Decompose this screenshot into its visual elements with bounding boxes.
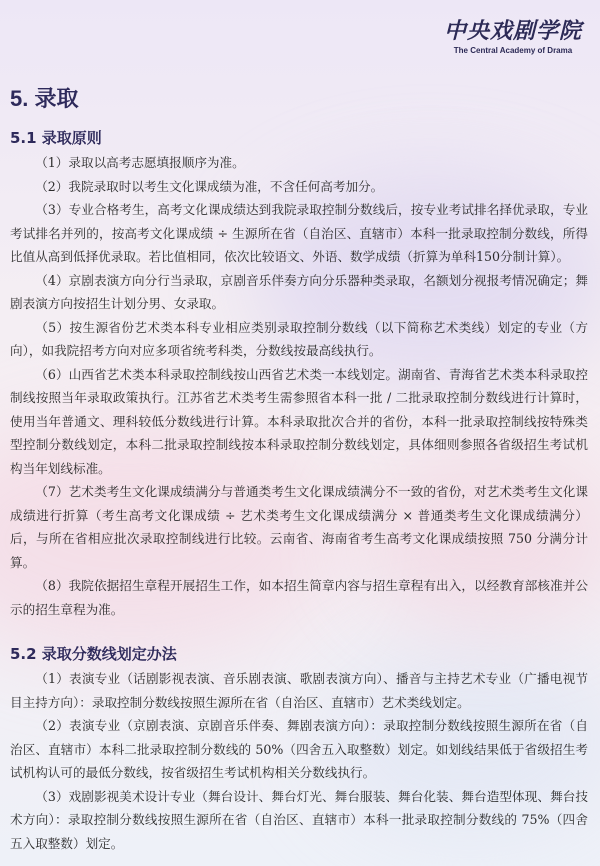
subsection-admission-principles — [10, 127, 588, 621]
section-title: 5. 录取 — [10, 86, 79, 111]
paragraph: （4）京剧表演方向分行当录取，京剧音乐伴奏方向分乐器种类录取，名额划分视报考情况确定；舞剧表演方向按招生计划分男、女录取。 — [10, 272, 588, 311]
subsection-title: 5.1 录取原则 — [10, 129, 102, 147]
paragraph: （3）戏剧影视美术设计专业（舞台设计、舞台灯光、舞台服装、舞台化装、舞台造型体现、舞台技术方向）：录取控制分数线按照生源所在省（自治区、直辖市）本科一批录取控制分数线的 75%（四舍五入取整数）划定。 — [10, 788, 588, 851]
paragraph: （5）按生源省份艺术类本科专业相应类别录取控制分数线（以下简称艺术类线）划定的专业（方向），如我院招考方向对应多项省统考科类，分数线按最高线执行。 — [10, 319, 588, 358]
paragraph: （6）山西省艺术类本科录取控制线按山西省艺术类一本线划定。湖南省、青海省艺术类本科录取控制线按照当年录取政策执行。江苏省艺术类考生需参照省本科一批 / 二批录取控制分数线进行计算时，使用当年普通文、理科较低分数线进行计算。本科录取批次合并的省份，本科一批录取控制线按特殊类型控制分数线划定，本科二批录取控制线按本科录取控制分数线划定，具体细则参照各省级招生考试机构当年划线标准。 — [10, 366, 588, 476]
paragraph: （7）艺术类考生文化课成绩满分与普通类考生文化课成绩满分不一致的省份，对艺术类考生文化课成绩进行折算（考生高考文化课成绩 ÷ 艺术类考生文化课成绩满分 × 普通类考生文化课成绩满分）后，与所在省相应批次录取控制线进行比较。云南省、海南省考生高考文化课成绩按照 750 分满分计算。 — [10, 484, 588, 570]
document-body — [10, 82, 588, 855]
logo-chinese-name: 中央戏剧学院 — [443, 18, 582, 44]
logo-english-name: The Central Academy of Drama — [453, 46, 573, 55]
academy-logo — [444, 14, 582, 55]
paragraph: （3）专业合格考生，高考文化课成绩达到我院录取控制分数线后，按专业考试排名择优录取，专业考试排名并列的，按高考文化课成绩 ÷ 生源所在省（自治区、直辖市）本科一批录取控制分数线，所得比值从高到低择优录取。若比值相同，依次比较语文、外语、数学成绩（折算为单科150分制计算）。 — [10, 202, 588, 264]
paragraph: （1）表演专业（话剧影视表演、音乐剧表演、歌剧表演方向）、播音与主持艺术专业（广播电视节目主持方向）：录取控制分数线按照生源所在省（自治区、直辖市）艺术类线划定。 — [10, 671, 588, 710]
paragraph: （8）我院依据招生章程开展招生工作，如本招生简章内容与招生章程有出入，以经教育部核准并公示的招生章程为准。 — [10, 578, 588, 617]
subsection-title: 5.2 录取分数线划定办法 — [10, 645, 177, 663]
paragraph: （1）录取以高考志愿填报顺序为准。 — [35, 155, 245, 170]
paragraph: （2）我院录取时以考生文化课成绩为准，不含任何高考加分。 — [35, 178, 384, 194]
paragraph: （2）表演专业（京剧表演、京剧音乐伴奏、舞剧表演方向）：录取控制分数线按照生源所在省（自治区、直辖市）本科二批录取控制分数线的 50%（四舍五入取整数）划定。如划线结果低于省级招生考试机构认可的最低分数线，按省级招生考试机构相关分数线执行。 — [10, 718, 588, 780]
subsection-score-line-method — [10, 643, 588, 855]
